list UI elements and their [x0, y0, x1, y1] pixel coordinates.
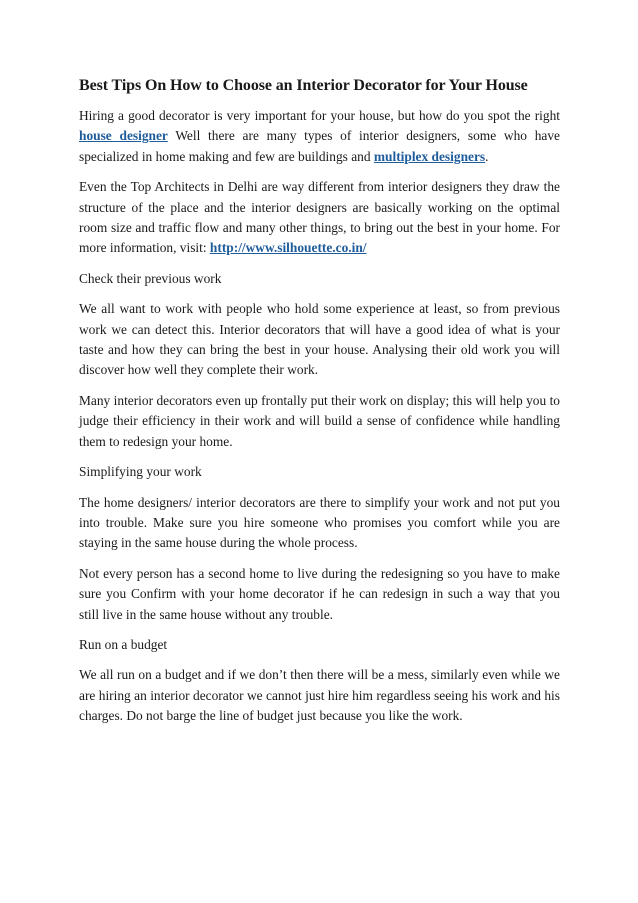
architects-text: Even the Top Architects in Delhi are way different from interior designers they draw the structure of the place and the interior designers are basically working on the optimal room size and traffic flow and many other things, to bring out the best in your home. For more information, visit: — [79, 179, 560, 256]
simplifying-paragraph-1: The home designers/ interior decorators are there to simplify your work and not put you into trouble. Make sure you hire someone who promises you comfort while you are staying in the same house during the whole process. — [79, 494, 560, 551]
intro-paragraph — [79, 106, 560, 167]
architects-paragraph — [79, 177, 560, 259]
previous-work-paragraph-1: We all want to work with people who hold some experience at least, so from previous work we can detect this. Interior decorators that will have a good idea of what is your taste and how they can bring the best in your house. Analysing their old work you will discover how well they complete their work. — [79, 301, 560, 378]
simplifying-paragraph-2: Not every person has a second home to live during the redesigning so you have to make sure you Confirm with your home decorator if he can redesign in such a way that you still live in the same house without any trouble. — [79, 565, 560, 622]
intro-text-middle: Well there are many types of interior designers, some who have specialized in home making and few are buildings and — [79, 128, 560, 164]
intro-text-before: Hiring a good decorator is very important for your house, but how do you spot the right — [79, 108, 560, 123]
section-heading-budget: Run on a budget — [79, 636, 168, 652]
previous-work-paragraph-2: Many interior decorators even up frontally put their work on display; this will help you to judge their efficiency in their work and will build a sense of confidence while handling them to redesign your home. — [79, 392, 560, 449]
document-title: Best Tips On How to Choose an Interior Decorator for Your House — [79, 77, 528, 94]
multiplex-designers-link[interactable]: multiplex designers — [373, 148, 486, 164]
document-page — [79, 76, 560, 737]
budget-paragraph: We all run on a budget and if we don’t then there will be a mess, similarly even while we are hiring an interior decorator we cannot just hire him regardless seeing his work and his charges. Do not barge the line of budget just because you like the work. — [79, 667, 560, 724]
house-designer-link[interactable]: house designer — [79, 128, 168, 144]
section-heading-simplifying: Simplifying your work — [79, 464, 202, 480]
section-heading-previous-work: Check their previous work — [79, 270, 222, 286]
silhouette-website-link[interactable]: http://www.silhouette.co.in/ — [209, 240, 367, 256]
intro-text-after: . — [485, 148, 489, 164]
